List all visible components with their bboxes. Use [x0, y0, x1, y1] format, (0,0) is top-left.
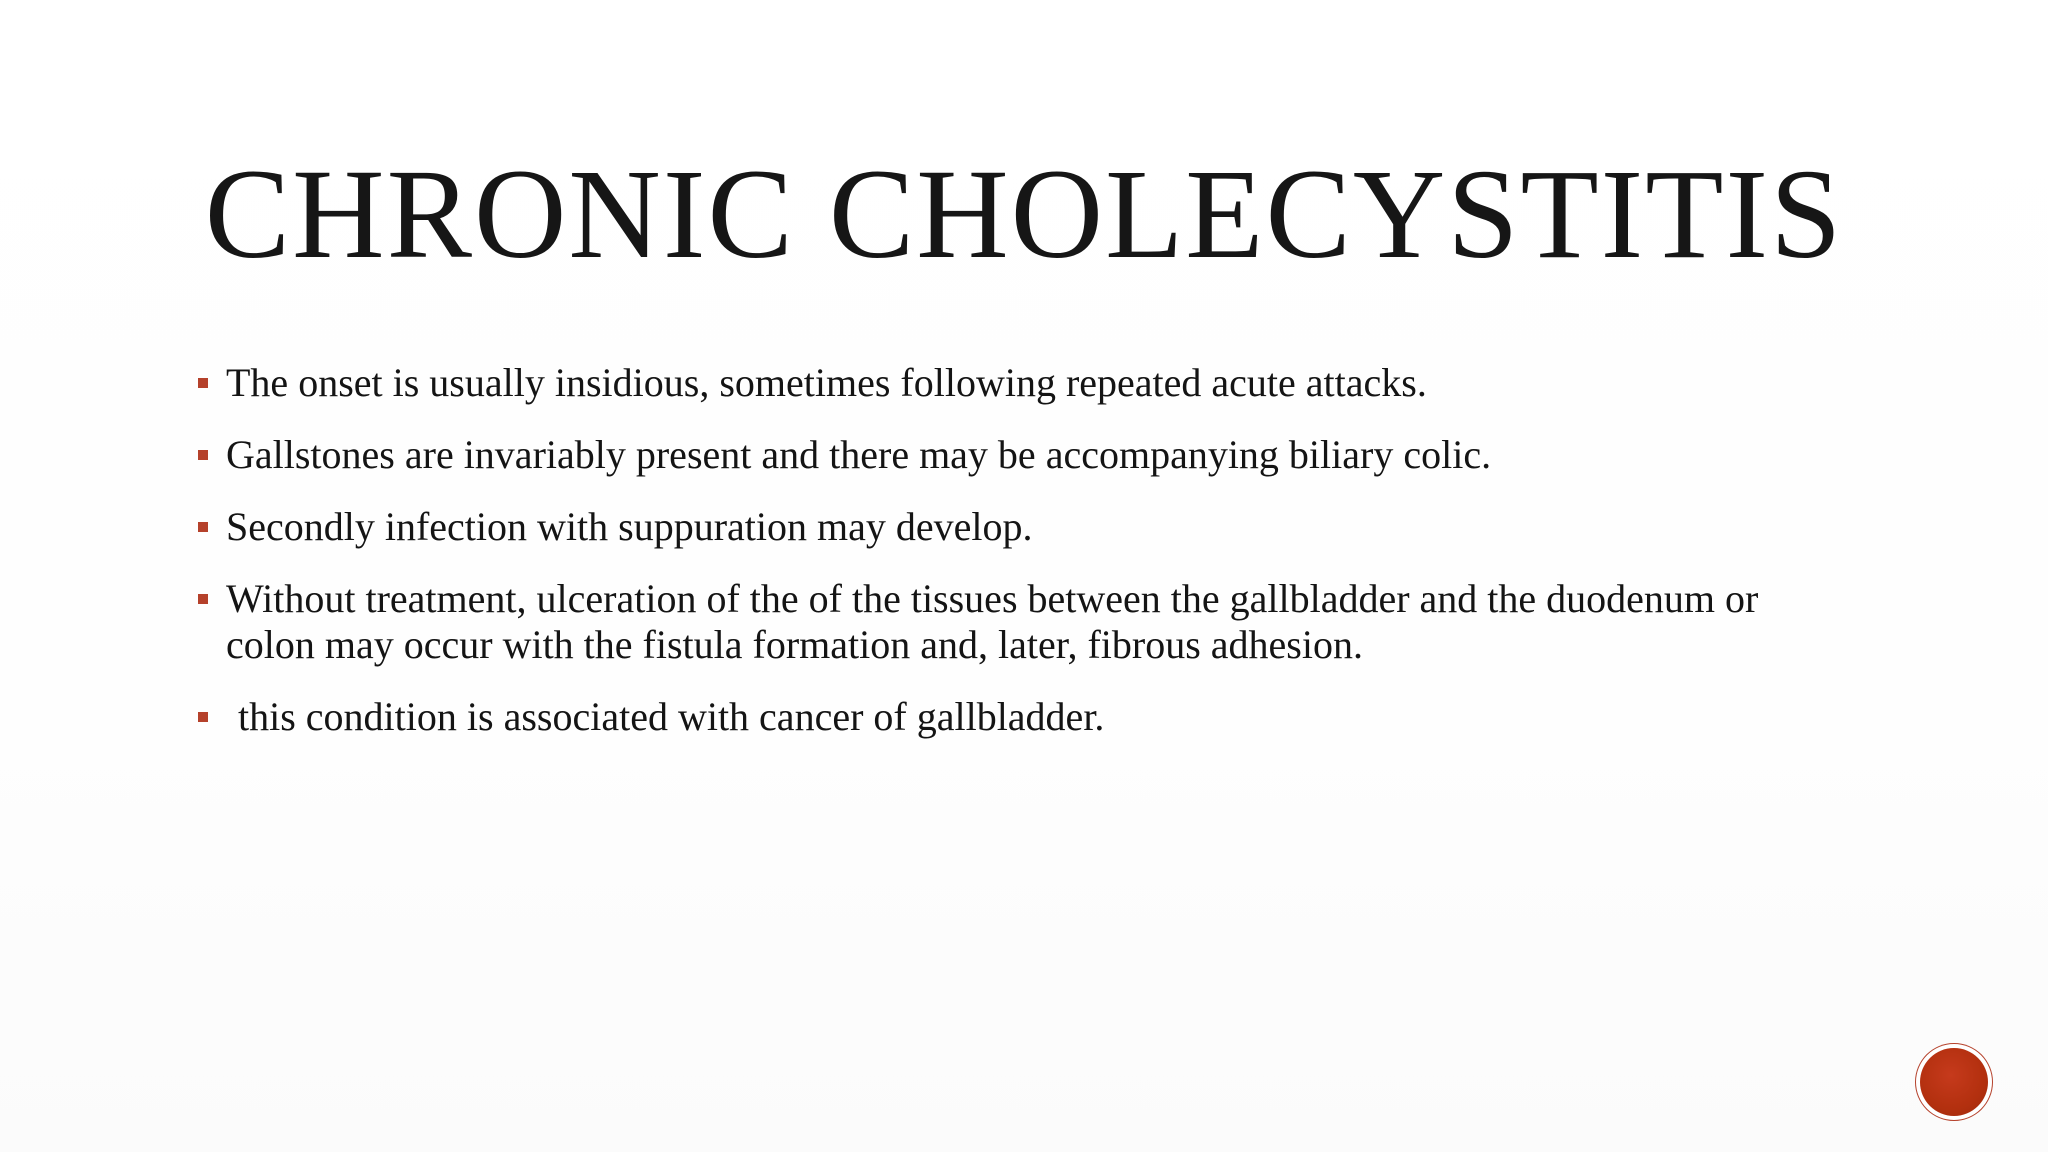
- bullet-item: [196, 576, 1816, 668]
- bullet-text: Secondly infection with suppuration may develop.: [226, 504, 1033, 549]
- bullet-text: The onset is usually insidious, sometimes following repeated acute attacks.: [226, 360, 1427, 405]
- square-bullet-icon: [198, 522, 208, 532]
- slide-nav-button[interactable]: [1916, 1044, 1992, 1120]
- square-bullet-icon: [198, 594, 208, 604]
- bullet-list: [196, 360, 1816, 766]
- bullet-text: Without treatment, ulceration of the of the tissues between the gallbladder and the duodenum or colon may occur with the fistula formation and, later, fibrous adhesion.: [226, 576, 1759, 667]
- bullet-item: [196, 504, 1816, 550]
- square-bullet-icon: [198, 378, 208, 388]
- bullet-item: [196, 360, 1816, 406]
- bullet-text: this condition is associated with cancer of gallbladder.: [238, 694, 1105, 739]
- red-circle-nav-icon: [1920, 1048, 1988, 1116]
- bullet-item: [196, 694, 1816, 740]
- slide-title: CHRONIC CHOLECYSTITIS: [204, 142, 1844, 285]
- square-bullet-icon: [198, 450, 208, 460]
- bullet-item: [196, 432, 1816, 478]
- bullet-text: Gallstones are invariably present and there may be accompanying biliary colic.: [226, 432, 1492, 477]
- square-bullet-icon: [198, 712, 208, 722]
